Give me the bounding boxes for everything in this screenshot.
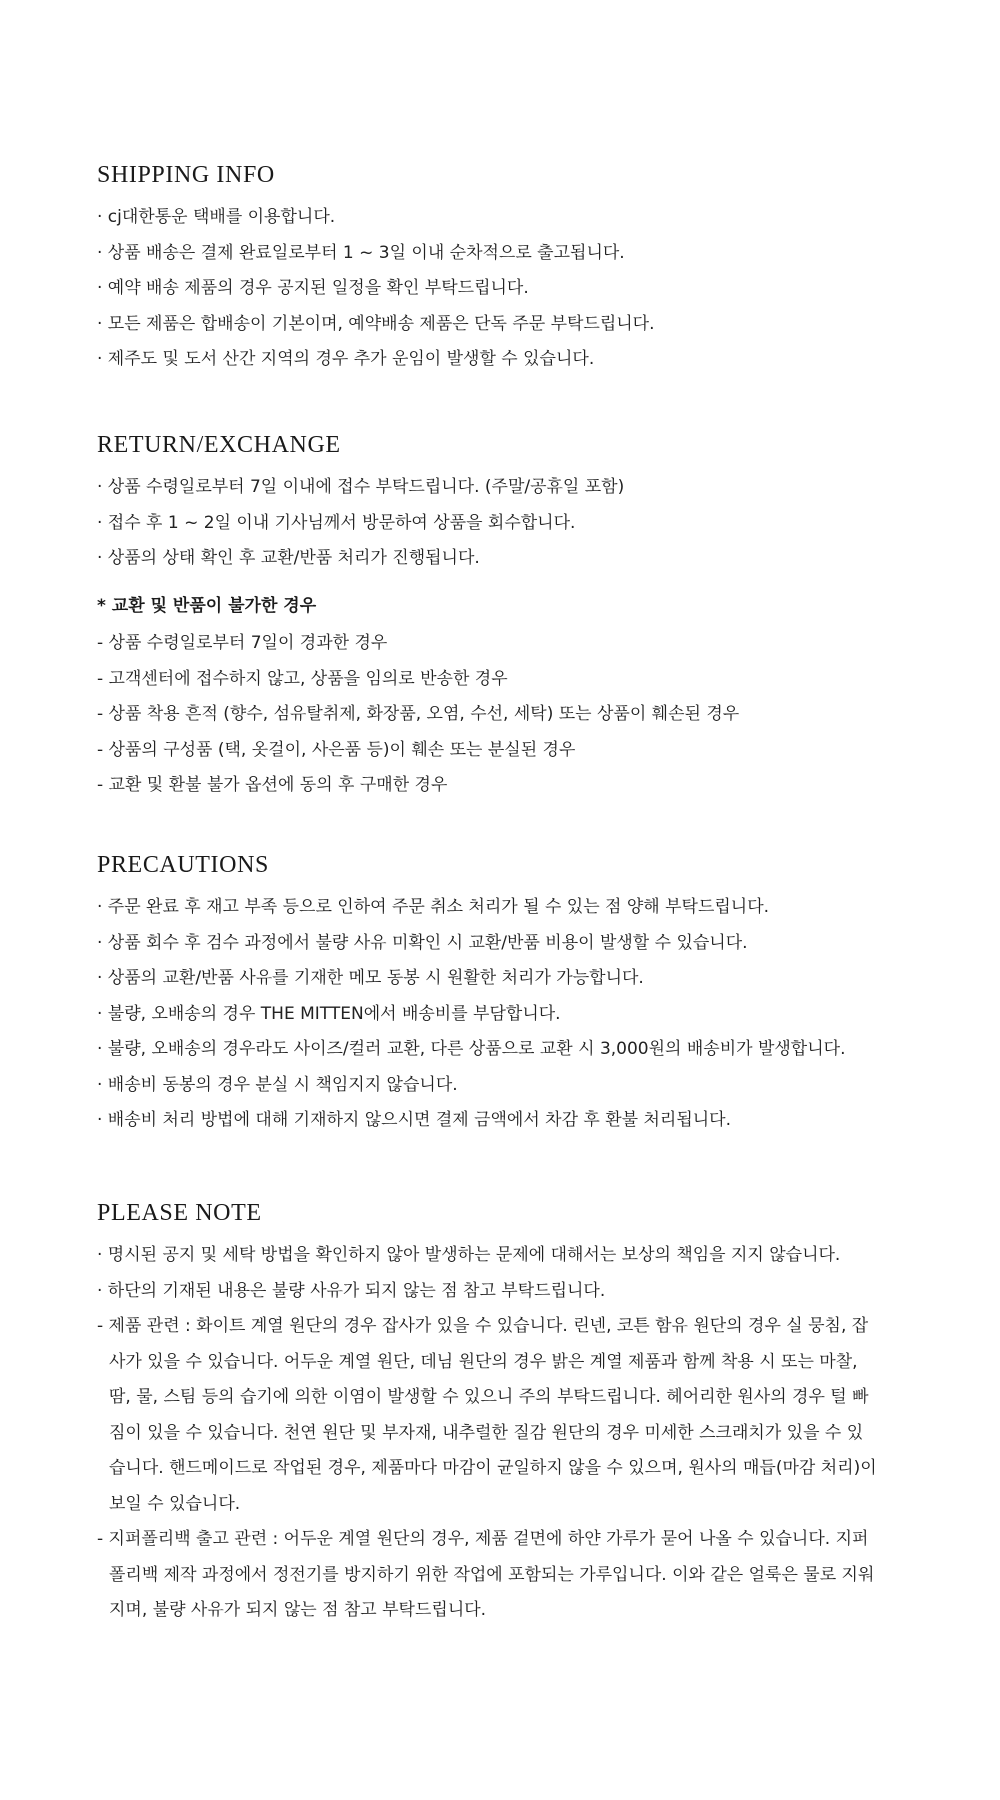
precaution-item: · 불량, 오배송의 경우라도 사이즈/컬러 교환, 다른 상품으로 교환 시 3,000원의 배송비가 발생합니다. (97, 1039, 846, 1059)
zipper-note-paragraph: - 지퍼폴리백 출고 관련 : 어두운 계열 원단의 경우, 제품 겉면에 하얀 가루가 묻어 나올 수 있습니다. 지퍼폴리백 제작 과정에서 정전기를 방지하기 위한 작업에 포함되는 가루입니다. 이와 같은 얼룩은 물로 지워지며, 불량 사유가 되지 않는 점 참고 부탁드립니다. (97, 1529, 875, 1620)
return-item: · 상품 수령일로부터 7일 이내에 접수 부탁드립니다. (주말/공휴일 포함) (97, 477, 625, 497)
please-note-section (97, 1196, 977, 1629)
shipping-item: · 상품 배송은 결제 완료일로부터 1 ~ 3일 이내 순차적으로 출고됩니다. (97, 242, 625, 263)
policy-page (97, 158, 977, 1629)
product-note-paragraph: - 제품 관련 : 화이트 계열 원단의 경우 잡사가 있을 수 있습니다. 린넨, 코튼 함유 원단의 경우 실 뭉침, 잡사가 있을 수 있습니다. 어두운 계열 원단, 데님 원단의 경우 밝은 계열 제품과 함께 착용 시 또는 마찰, 땀, 물, 스팀 등의 습기에 의한 이염이 발생할 수 있으니 주의 부탁드립니다. 헤어리한 원사의 경우 털 빠짐이 있을 수 있습니다. 천연 원단 및 부자재, 내추럴한 질감 원단의 경우 미세한 스크래치가 있을 수 있습니다. 핸드메이드로 작업된 경우, 제품마다 마감이 균일하지 않을 수 있으며, 원사의 매듭(마감 처리)이 보일 수 있습니다. (97, 1316, 877, 1514)
return-item: · 접수 후 1 ~ 2일 이내 기사님께서 방문하여 상품을 회수합니다. (97, 512, 576, 533)
precautions-title: PRECAUTIONS (97, 852, 269, 878)
note-item: · 명시된 공지 및 세탁 방법을 확인하지 않아 발생하는 문제에 대해서는 보상의 책임을 지지 않습니다. (97, 1245, 841, 1265)
return-exchange-title: RETURN/EXCHANGE (97, 432, 341, 458)
precaution-item: · 상품의 교환/반품 사유를 기재한 메모 동봉 시 원활한 처리가 가능합니다. (97, 968, 644, 988)
shipping-item: · 제주도 및 도서 산간 지역의 경우 추가 운임이 발생할 수 있습니다. (97, 349, 595, 369)
not-allowed-item: - 상품의 구성품 (택, 옷걸이, 사은품 등)이 훼손 또는 분실된 경우 (97, 739, 576, 760)
precaution-item: · 배송비 동봉의 경우 분실 시 책임지지 않습니다. (97, 1074, 458, 1095)
shipping-item: · 모든 제품은 합배송이 기본이며, 예약배송 제품은 단독 주문 부탁드립니다. (97, 313, 655, 334)
precaution-item: · 배송비 처리 방법에 대해 기재하지 않으시면 결제 금액에서 차감 후 환불 처리됩니다. (97, 1110, 732, 1130)
not-allowed-item: - 상품 수령일로부터 7일이 경과한 경우 (97, 633, 388, 653)
precaution-item: · 불량, 오배송의 경우 THE MITTEN에서 배송비를 부담합니다. (97, 1003, 561, 1024)
not-allowed-item: - 교환 및 환불 불가 옵션에 동의 후 구매한 경우 (97, 775, 448, 795)
please-note-title: PLEASE NOTE (97, 1200, 262, 1226)
precautions-section (97, 848, 977, 1196)
return-item: · 상품의 상태 확인 후 교환/반품 처리가 진행됩니다. (97, 548, 480, 568)
shipping-item: · cj대한통운 택배를 이용합니다. (97, 207, 336, 227)
precaution-item: · 주문 완료 후 재고 부족 등으로 인하여 주문 취소 처리가 될 수 있는 점 양해 부탁드립니다. (97, 897, 770, 917)
shipping-info-section (97, 158, 977, 428)
not-allowed-item: - 상품 착용 흔적 (향수, 섬유탈취제, 화장품, 오염, 수선, 세탁) 또는 상품이 훼손된 경우 (97, 704, 740, 724)
not-allowed-heading: * 교환 및 반품이 불가한 경우 (97, 595, 317, 616)
return-exchange-section (97, 428, 977, 848)
precaution-item: · 상품 회수 후 검수 과정에서 불량 사유 미확인 시 교환/반품 비용이 발생할 수 있습니다. (97, 932, 748, 953)
shipping-item: · 예약 배송 제품의 경우 공지된 일정을 확인 부탁드립니다. (97, 278, 529, 298)
shipping-info-title: SHIPPING INFO (97, 162, 275, 188)
not-allowed-item: - 고객센터에 접수하지 않고, 상품을 임의로 반송한 경우 (97, 668, 508, 689)
note-item: · 하단의 기재된 내용은 불량 사유가 되지 않는 점 참고 부탁드립니다. (97, 1280, 606, 1301)
